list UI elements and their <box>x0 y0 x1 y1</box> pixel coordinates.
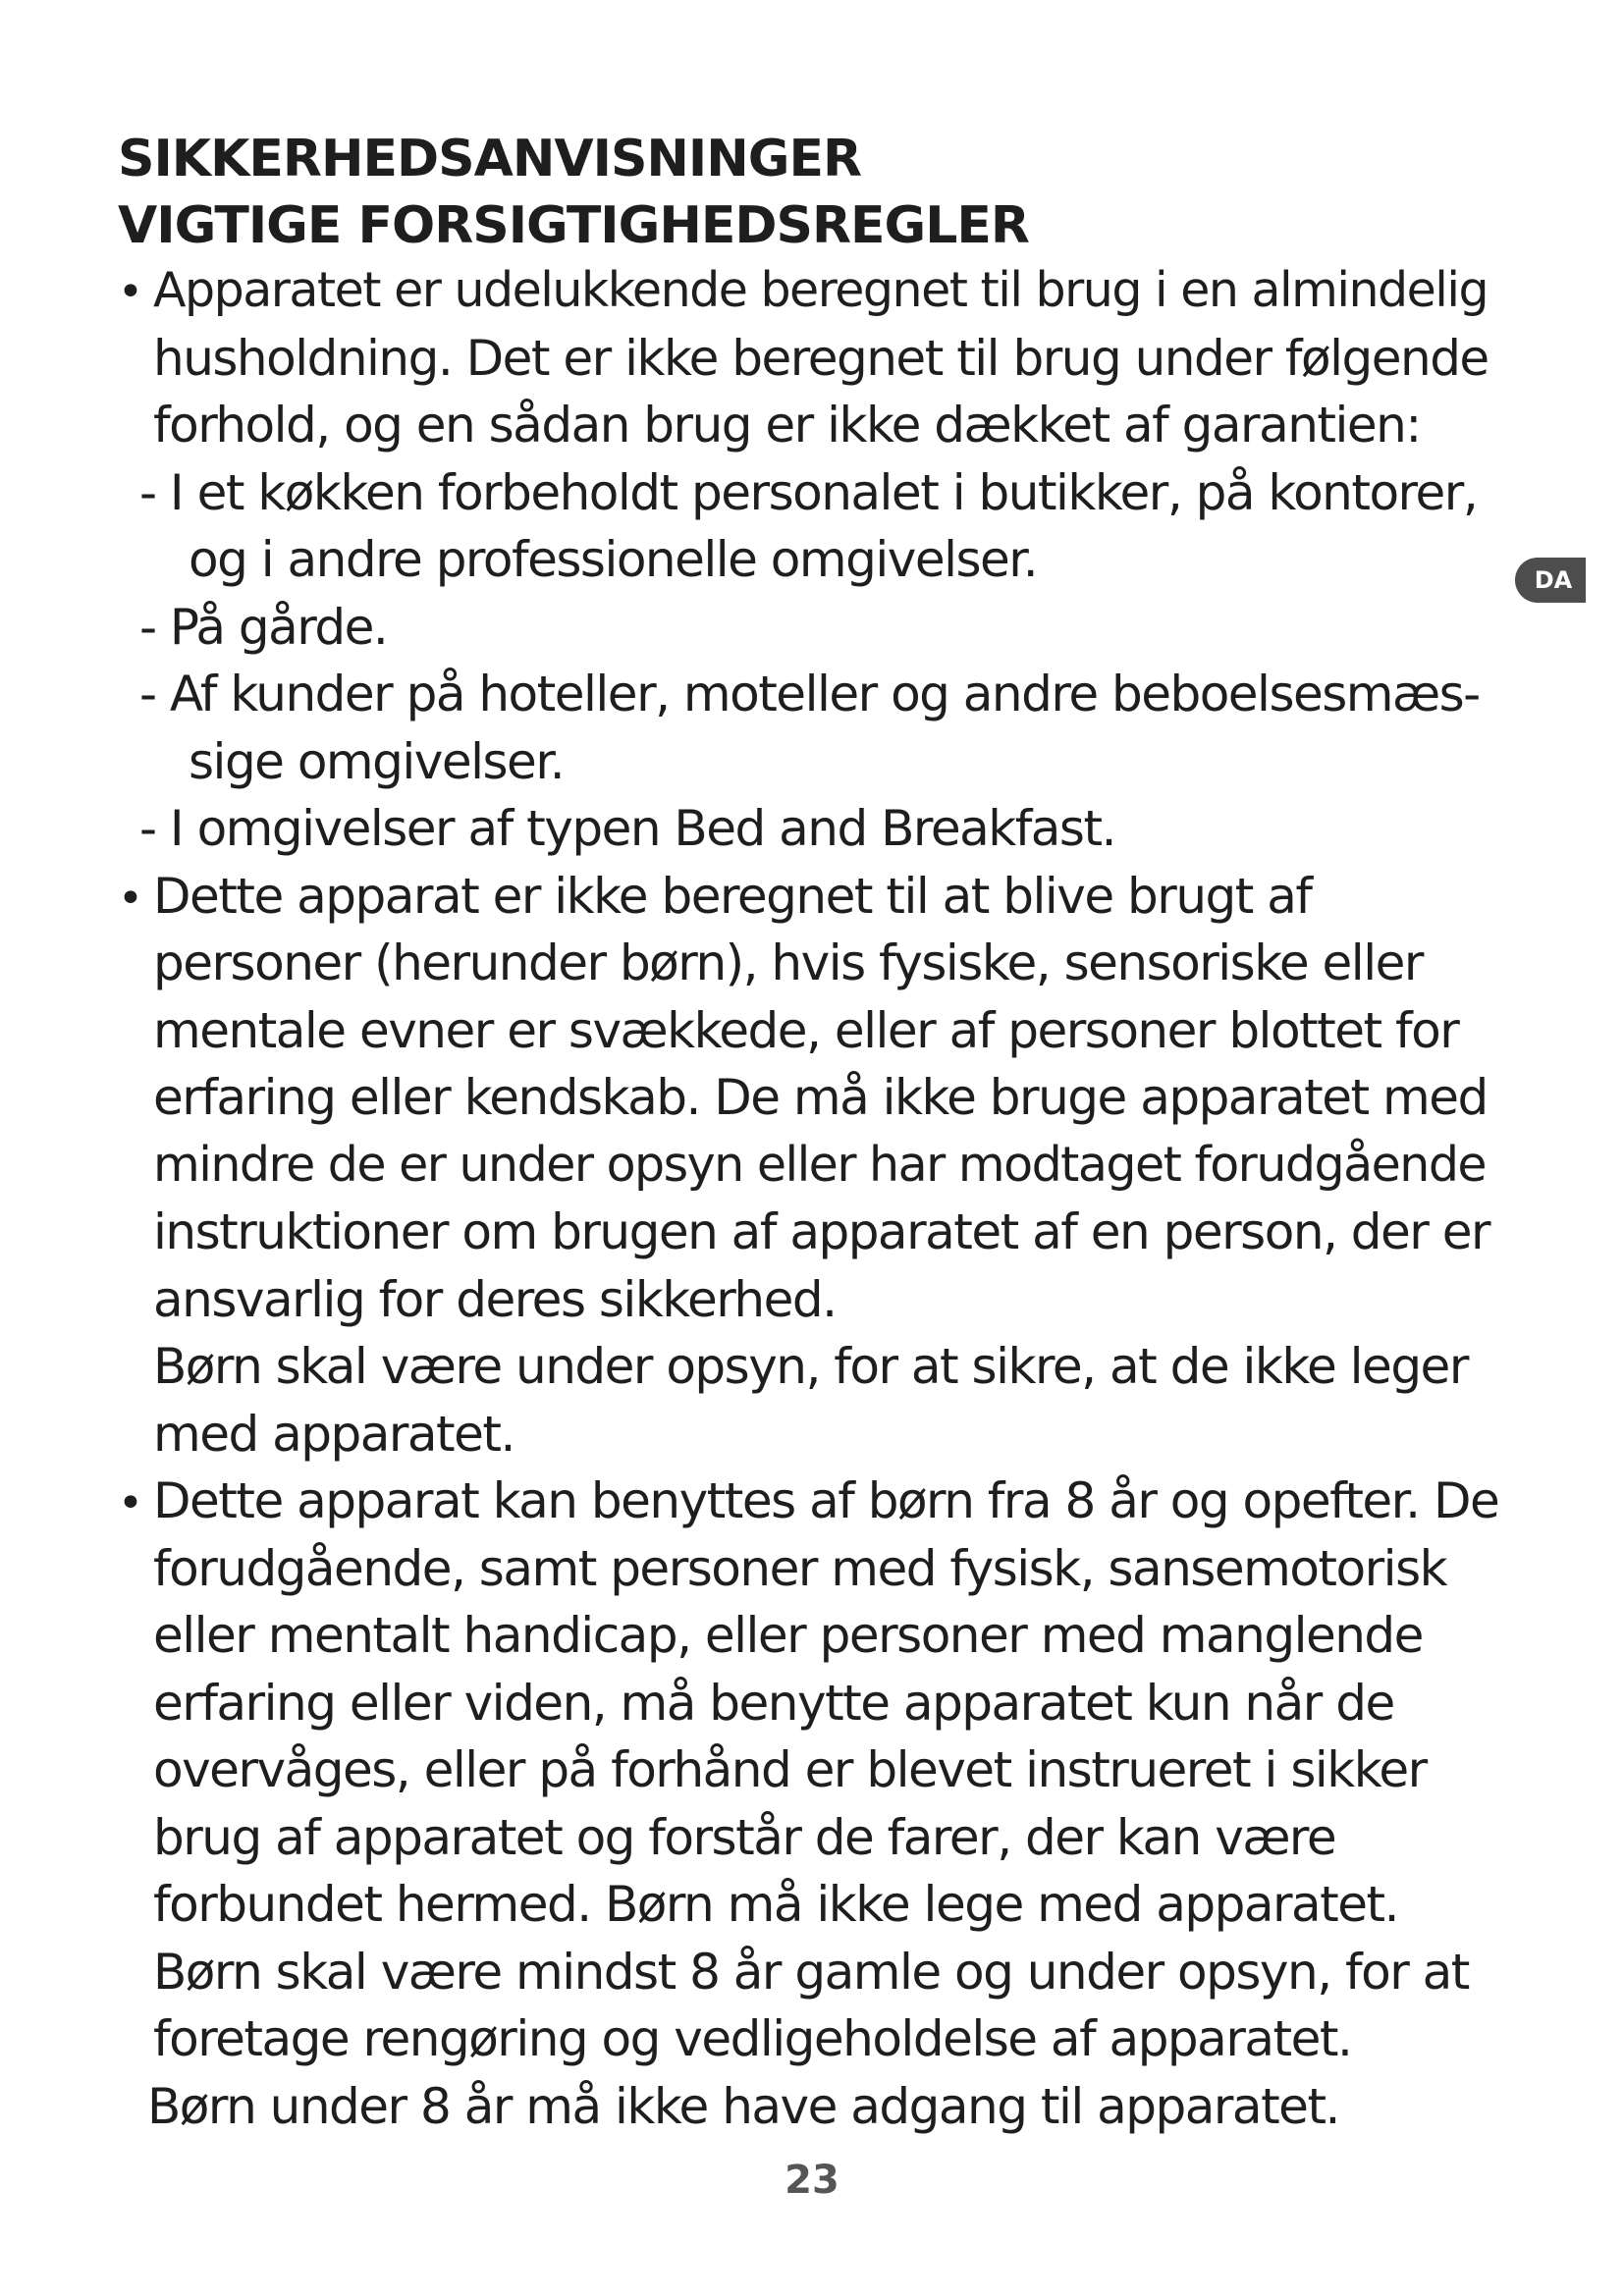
dash-item-line: - I et køkken forbeholdt personalet i butikker, på kontorer, <box>139 463 1478 521</box>
text-line: erfaring eller kendskab. De må ikke bruge apparatet med <box>153 1069 1488 1126</box>
text-line: Børn skal være mindst 8 år gamle og under opsyn, for at <box>153 1943 1469 2001</box>
text-line: erfaring eller viden, må benytte apparatet kun når de <box>153 1674 1394 1732</box>
heading-important-precautions: VIGTIGE FORSIGTIGHEDSREGLER <box>118 196 1029 255</box>
text-line: Børn under 8 år må ikke have adgang til apparatet. <box>147 2077 1339 2135</box>
text-line: personer (herunder børn), hvis fysiske, sensoriske eller <box>153 934 1423 991</box>
text-line: brug af apparatet og forstår de farer, der kan være <box>153 1808 1336 1866</box>
text-line: ansvarlig for deres sikkerhed. <box>153 1270 837 1328</box>
page-number: 23 <box>785 2158 839 2203</box>
dash-item-line: - På gårde. <box>139 598 388 656</box>
bullet-dot: • <box>118 267 142 317</box>
text-line: Børn skal være under opsyn, for at sikre, at de ikke leger <box>153 1338 1468 1395</box>
text-line: forhold, og en sådan brug er ikke dækket af garantien: <box>153 397 1421 454</box>
text-line: mindre de er under opsyn eller har modtaget forudgående <box>153 1136 1487 1193</box>
text-line: instruktioner om brugen af apparatet af en person, der er <box>153 1203 1490 1260</box>
bullet-line <box>118 1468 1512 1535</box>
text-line: Dette apparat kan benyttes af børn fra 8 år og opefter. De <box>153 1472 1499 1529</box>
text-line: forbundet hermed. Børn må ikke lege med apparatet. <box>153 1876 1399 1933</box>
text-line: med apparatet. <box>153 1405 514 1463</box>
language-tab-da: DA <box>1515 558 1586 603</box>
dash-item-line: - I omgivelser af typen Bed and Breakfast. <box>139 800 1115 857</box>
bullet-line <box>118 257 1512 325</box>
bullet-line <box>118 863 1512 931</box>
headings-block <box>118 126 1492 259</box>
bullet-dot: • <box>118 873 142 924</box>
text-line: eller mentalt handicap, eller personer med manglende <box>153 1607 1423 1664</box>
dash-item-line: - Af kunder på hoteller, moteller og andre beboelsesmæs- <box>139 666 1480 722</box>
text-line: mentale evner er svækkede, eller af personer blottet for <box>153 1001 1459 1059</box>
text-line: og i andre professionelle omgivelser. <box>189 531 1038 588</box>
text-line: forudgående, samt personer med fysisk, sansemotorisk <box>153 1539 1447 1597</box>
bullet-dot: • <box>118 1478 142 1528</box>
text-line: Dette apparat er ikke beregnet til at blive brugt af <box>153 867 1312 925</box>
text-line: husholdning. Det er ikke beregnet til brug under følgende <box>153 329 1489 387</box>
heading-safety-instructions: SIKKERHEDSANVISNINGER <box>118 130 862 188</box>
body-text <box>118 257 1512 2140</box>
text-line: foretage rengøring og vedligeholdelse af apparatet. <box>153 2010 1352 2067</box>
text-line: overvåges, eller på forhånd er blevet instrueret i sikker <box>153 1741 1427 1798</box>
text-line: Apparatet er udelukkende beregnet til brug i en almindelig <box>153 262 1489 318</box>
text-line: sige omgivelser. <box>189 732 565 790</box>
